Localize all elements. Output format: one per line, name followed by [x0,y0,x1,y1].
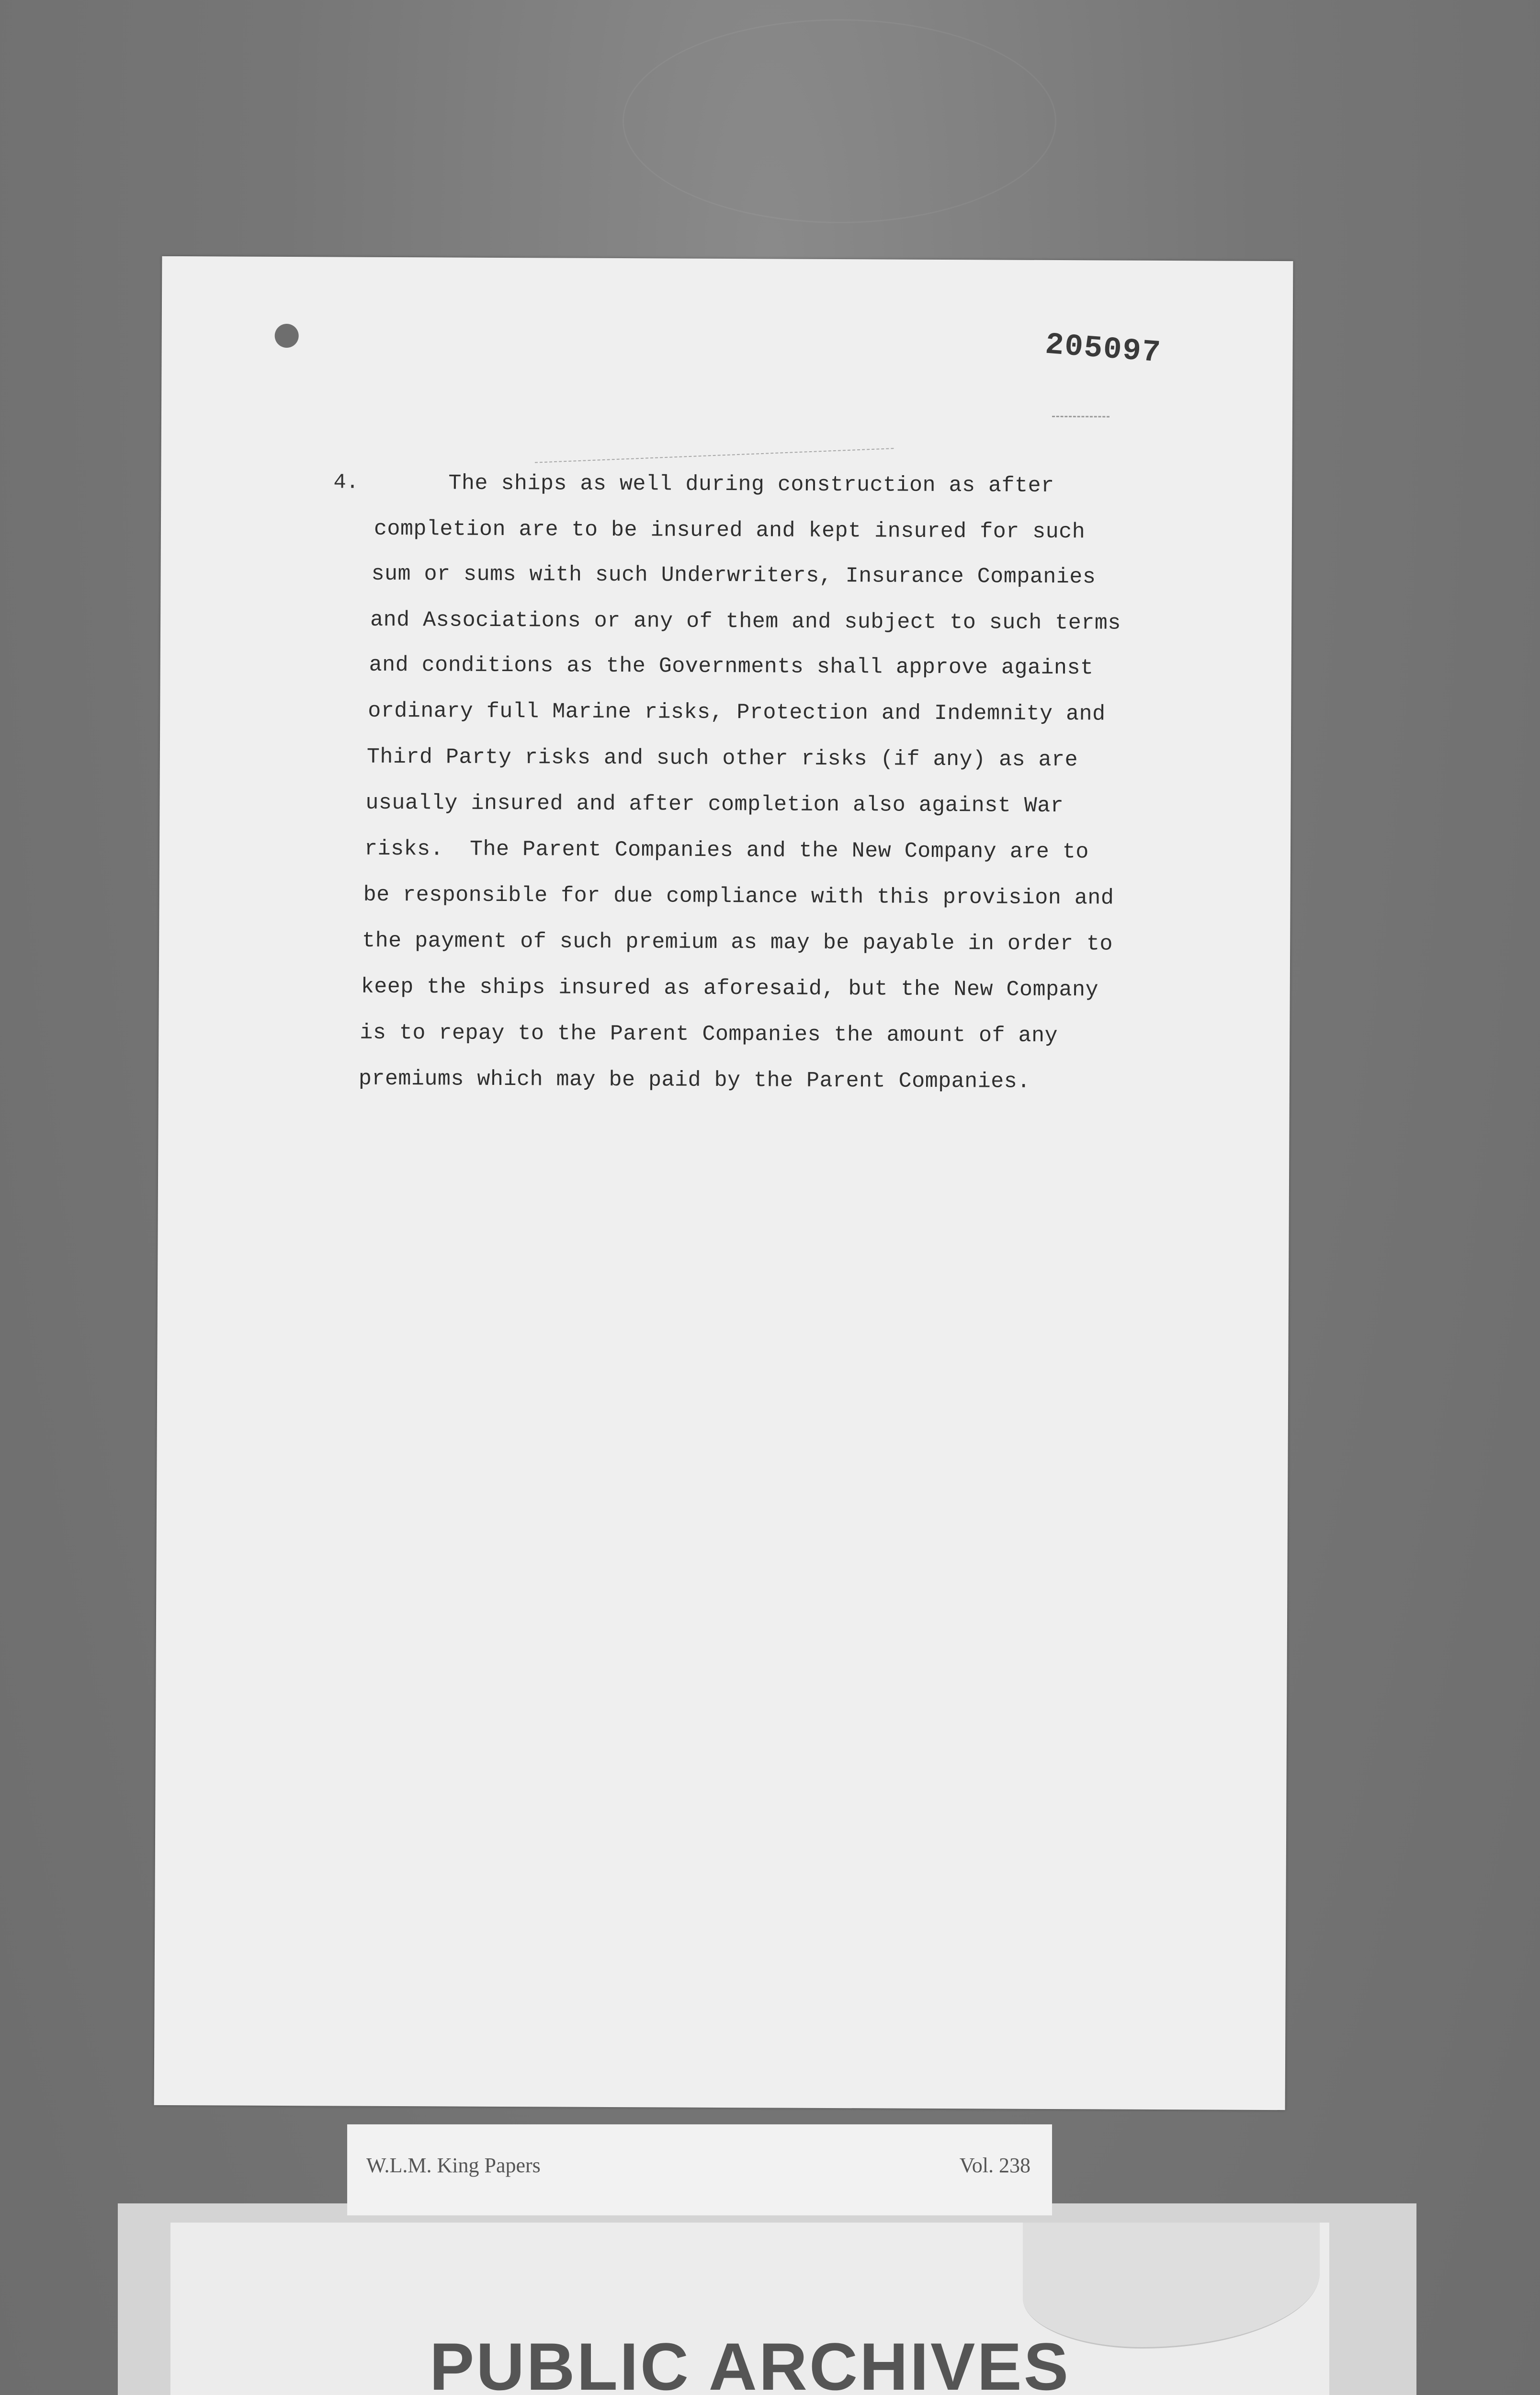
text-line: premiums which may be paid by the Parent Companies. [358,1066,1030,1094]
text-line: ordinary full Marine risks, Protection and Indemnity and [368,698,1106,727]
text-line: The ships as well during construction as after [448,471,1054,498]
pencil-mark [535,448,894,463]
archive-card [170,2223,1329,2395]
document-number: 205097 [1044,328,1163,371]
text-line: and Associations or any of them and subject to such terms [370,607,1121,636]
text-line: keep the ships insured as aforesaid, but the New Company [361,974,1099,1003]
text-line: and conditions as the Governments shall approve against [369,652,1094,681]
collection-name: W.L.M. King Papers [366,2154,541,2177]
text-line: completion are to be insured and kept insured for such [374,516,1086,545]
typed-document-page [154,256,1293,2110]
archive-title-english: PUBLIC ARCHIVES [429,2329,1071,2395]
number-underline [1052,416,1110,418]
text-line: is to repay to the Parent Companies the amount of any [360,1020,1058,1049]
punch-hole [275,324,299,348]
paragraph-number: 4. [333,470,359,495]
text-line: risks. The Parent Companies and the New Company are to [364,836,1089,865]
collection-label [347,2124,1052,2215]
background-watermark [623,19,1056,223]
text-line: Third Party risks and such other risks (if any) as are [366,744,1078,773]
text-line: usually insured and after completion also against War [365,790,1064,819]
text-line: be responsible for due compliance with this provision and [363,882,1114,911]
archive-sleeve [118,2203,1416,2395]
volume-number: Vol. 238 [959,2154,1030,2177]
text-line: sum or sums with such Underwriters, Insurance Companies [371,561,1096,590]
text-line: the payment of such premium as may be payable in order to [362,928,1113,957]
